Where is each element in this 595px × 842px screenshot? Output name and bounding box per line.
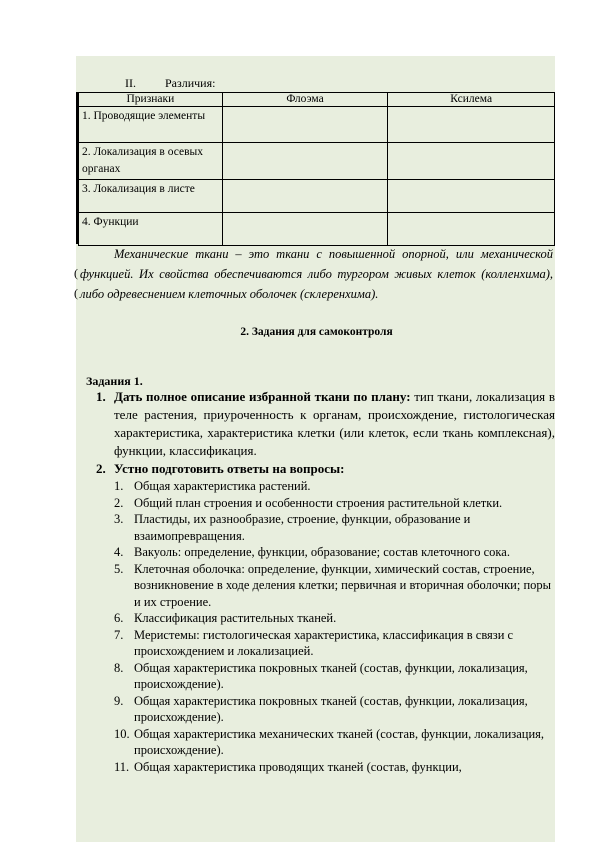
list-item: [114, 759, 555, 776]
questions-list: [114, 478, 555, 775]
self-control-title: 2. Задания для самоконтроля: [240, 326, 393, 338]
table-row: [79, 213, 555, 246]
xylem-cell[interactable]: [388, 213, 555, 246]
question-number: 8.: [114, 660, 124, 675]
question-text: Меристемы: гистологическая характеристика, классификация в связи с происхождением и локализацией.: [134, 627, 514, 658]
phloem-cell[interactable]: [222, 180, 388, 213]
phloem-cell[interactable]: [222, 213, 388, 246]
item-bold-text: Устно подготовить ответы на вопросы:: [114, 461, 345, 476]
header-features: Признаки: [79, 93, 223, 107]
differences-table: [78, 92, 555, 246]
question-number: 3.: [114, 512, 124, 526]
question-number: 5.: [114, 561, 124, 576]
question-number: 11.: [114, 759, 130, 774]
question-text: Общая характеристика покровных тканей (состав, функции, локализация, происхождение).: [134, 693, 528, 724]
list-item: [114, 478, 555, 495]
question-text: Общая характеристика механических тканей (состав, функции, локализация, происхождение).: [134, 726, 545, 757]
list-item: [114, 660, 555, 693]
list-item: [114, 627, 555, 660]
section-title: Различия:: [165, 76, 216, 90]
question-text: Клеточная оболочка: определение, функции, химический состав, строение, возникновение в ходе деления клетки; первичная и вторичная оболочки; поры и их строение.: [134, 561, 552, 609]
paragraph-mark: (: [74, 266, 78, 280]
task-item: [92, 460, 555, 478]
section-number: II.: [125, 76, 136, 90]
phloem-cell[interactable]: [222, 107, 388, 143]
question-text: Общая характеристика покровных тканей (состав, функции, локализация, происхождение).: [134, 660, 528, 691]
question-text: Классификация растительных тканей.: [134, 611, 337, 625]
task-list: [92, 388, 555, 775]
question-text: Вакуоль: определение, функции, образование; состав клеточного сока.: [134, 545, 510, 559]
header-phloem: Флоэма: [222, 93, 388, 107]
question-text: Пластиды, их разнообразие, строение, функции, образование и взаимопревращения.: [134, 512, 471, 543]
phloem-cell[interactable]: [222, 143, 388, 180]
table-row: [79, 143, 555, 180]
question-text: Общий план строения и особенности строения растительной клетки.: [134, 495, 503, 510]
task-title: Задания 1.: [86, 374, 143, 388]
row-label: 2. Локализация в осевых органах: [79, 143, 223, 180]
section-heading: [125, 76, 215, 91]
question-number: 1.: [114, 479, 124, 493]
list-item: [114, 511, 555, 544]
item-number: 2.: [96, 461, 106, 476]
row-label: 1. Проводящие элементы: [79, 107, 223, 143]
table-row: [79, 107, 555, 143]
row-label: 4. Функции: [79, 213, 223, 246]
xylem-cell[interactable]: [388, 180, 555, 213]
item-text: тип ткани, локализация в теле растения, приуроченность к органам, происхождение, гистологическая характеристика, характеристика клетки (или клеток, если ткань комплексная), функции, классификация.: [114, 389, 555, 458]
xylem-cell[interactable]: [388, 107, 555, 143]
item-bold-text: Дать полное описание избранной ткани по плану:: [114, 389, 411, 404]
item-number: 1.: [96, 389, 106, 404]
mechanical-tissue-paragraph: [80, 244, 553, 304]
question-number: 9.: [114, 693, 124, 708]
paragraph-mark: (: [74, 286, 78, 300]
paragraph-text: Механические ткани – это ткани с повышенной опорной, или механической функцией. Их свойства обеспечиваются либо тургором живых клеток (колленхима), либо одревеснением клеточных оболочек (склеренхима).: [80, 247, 553, 301]
question-number: 2.: [114, 495, 124, 510]
question-number: 4.: [114, 545, 124, 559]
list-item: [114, 544, 555, 561]
header-xylem: Ксилема: [388, 93, 555, 107]
list-item: [114, 726, 555, 759]
list-item: [114, 610, 555, 627]
table-row: [79, 180, 555, 213]
list-item: [114, 561, 555, 611]
list-item: [114, 495, 555, 512]
xylem-cell[interactable]: [388, 143, 555, 180]
question-number: 7.: [114, 627, 124, 642]
question-text: Общая характеристика растений.: [134, 479, 311, 493]
row-label: 3. Локализация в листе: [79, 180, 223, 213]
table-header-row: [79, 93, 555, 107]
task-item: [92, 388, 555, 460]
question-text: Общая характеристика проводящих тканей (состав, функции,: [134, 759, 462, 774]
question-number: 10.: [114, 726, 130, 741]
list-item: [114, 693, 555, 726]
question-number: 6.: [114, 611, 124, 625]
